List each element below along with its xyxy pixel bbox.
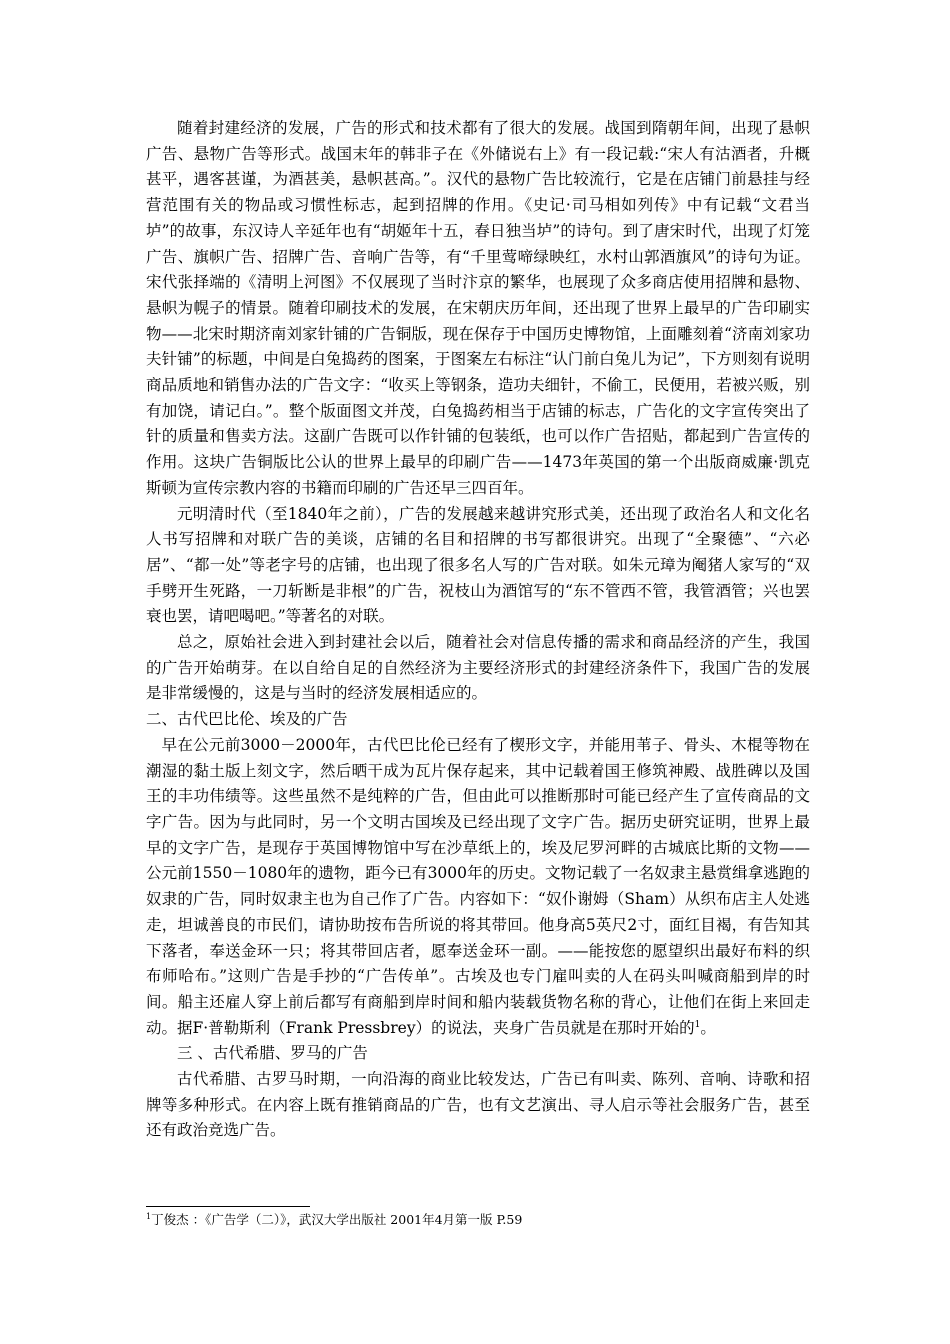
- footnote-text: 丁俊杰 ：《广告学（二）》，武汉大学出版社 2001年4月第一版 P.59: [151, 1212, 523, 1227]
- body-text: [146, 116, 810, 1144]
- footnote-reference[interactable]: 1: [694, 1019, 701, 1030]
- footnote-separator: [146, 1206, 310, 1207]
- paragraph-yuan-ming-qing: 元明清时代（至1840年之前），广告的发展越来越讲究形式美，还出现了政治名人和文化名人书写招牌和对联广告的美谈，店铺的名目和招牌的书写都很讲究。出现了“全聚德”、“六必居”、“都一处”等老字号的店铺，也出现了很多名人写的广告对联。如朱元璋为阉猪人家写的“双手劈开生死路，一刀斩断是非根”的广告，祝枝山为酒馆写的“东不管西不管，我管酒管；兴也罢衰也罢，请吧喝吧。”等著名的对联。: [146, 504, 810, 626]
- paragraph-babylon-egypt: [146, 733, 810, 1041]
- section-heading-babylon-egypt: 二、古代巴比伦、埃及的广告: [146, 710, 348, 729]
- footnote-mark: 1: [146, 1211, 152, 1221]
- paragraph-babylon-egypt-text: 早在公元前3000－2000年，古代巴比伦已经有了楔形文字，并能用苇子、骨头、木棍等物在潮湿的黏土版上刻文字，然后晒干成为瓦片保存起来，其中记载着国王修筑神殿、战胜碑以及国王的丰功伟绩等。这些虽然不是纯粹的广告，但由此可以推断那时可能已经产生了宣传商品的文字广告。因为与此同时，另一个文明古国埃及已经出现了文字广告。据历史研究证明，世界上最早的文字广告，是现存于英国博物馆中写在沙草纸上的，埃及尼罗河畔的古城底比斯的文物——公元前1550－1080年的遗物，距今已有3000年的历史。文物记载了一名奴隶主悬赏缉拿逃跑的奴隶的广告，同时奴隶主也为自己作了广告。内容如下：“奴仆谢姆（Sham）从织布店主人处逃走，坦诚善良的市民们，请协助按布告所说的将其带回。他身高5英尺2寸，面红目褐，有告知其下落者，奉送金环一只；将其带回店者，愿奉送金环一副。——能按您的愿望织出最好布料的织布师哈布。”这则广告是手抄的“广告传单”。古埃及也专门雇叫卖的人在码头叫喊商船到岸的时间。船主还雇人穿上前后都写有商船到岸时间和船内装载货物名称的背心，让他们在街上来回走动。据F·普勒斯利（Frank Pressbrey）的说法，夹身广告员就是在那时开始的: [146, 735, 810, 1037]
- paragraph-babylon-egypt-end: 。: [700, 1018, 716, 1037]
- paragraph-summary: 总之，原始社会进入到封建社会以后，随着社会对信息传播的需求和商品经济的产生，我国的广告开始萌芽。在以自给自足的自然经济为主要经济形式的封建经济条件下，我国广告的发展是非常缓慢的，这是与当时的经济发展相适应的。: [146, 633, 810, 703]
- paragraph-greece-rome: 古代希腊、古罗马时期，一向沿海的商业比较发达，广告已有叫卖、陈列、音响、诗歌和招牌等多种形式。在内容上既有推销商品的广告，也有文艺演出、寻人启示等社会服务广告，甚至还有政治竞选广告。: [146, 1070, 810, 1140]
- footnote: [146, 1212, 810, 1228]
- paragraph-feudal-advertising: 随着封建经济的发展，广告的形式和技术都有了很大的发展。战国到隋朝年间，出现了悬帜广告、悬物广告等形式。战国末年的韩非子在《外储说右上》有一段记载:“宋人有沽酒者，升概甚平，遇客甚谨，为酒甚美，悬帜甚高。”。汉代的悬物广告比较流行，它是在店铺门前悬挂与经营范围有关的物品或习惯性标志，起到招牌的作用。《史记·司马相如列传》中有记载“文君当垆”的故事，东汉诗人辛延年也有“胡姬年十五，春日独当垆”的诗句。到了唐宋时代，出现了灯笼广告、旗帜广告、招牌广告、音响广告等，有“千里莺啼绿映红，水村山郭酒旗风”的诗句为证。宋代张择端的《清明上河图》不仅展现了当时汴京的繁华，也展现了众多商店使用招牌和悬物、悬帜为幌子的情景。随着印刷技术的发展，在宋朝庆历年间，还出现了世界上最早的广告印刷实物——北宋时期济南刘家针铺的广告铜版，现在保存于中国历史博物馆，上面雕刻着“济南刘家功夫针铺”的标题，中间是白兔捣药的图案，于图案左右标注“认门前白兔儿为记”，下方则刻有说明商品质地和销售办法的广告文字：“收买上等钢条，造功夫细针，不偷工，民便用，若被兴贩，别有加饶，请记白。”。整个版面图文并茂，白兔捣药相当于店铺的标志，广告化的文字宣传突出了针的质量和售卖方法。这副广告既可以作针铺的包装纸，也可以作广告招贴，都起到广告宣传的作用。这块广告铜版比公认的世界上最早的印刷广告——1473年英国的第一个出版商威廉·凯克斯顿为宣传宗教内容的书籍而印刷的广告还早三四百年。: [146, 119, 810, 497]
- section-heading-greece-rome: 三 、古代希腊、罗马的广告: [177, 1044, 368, 1063]
